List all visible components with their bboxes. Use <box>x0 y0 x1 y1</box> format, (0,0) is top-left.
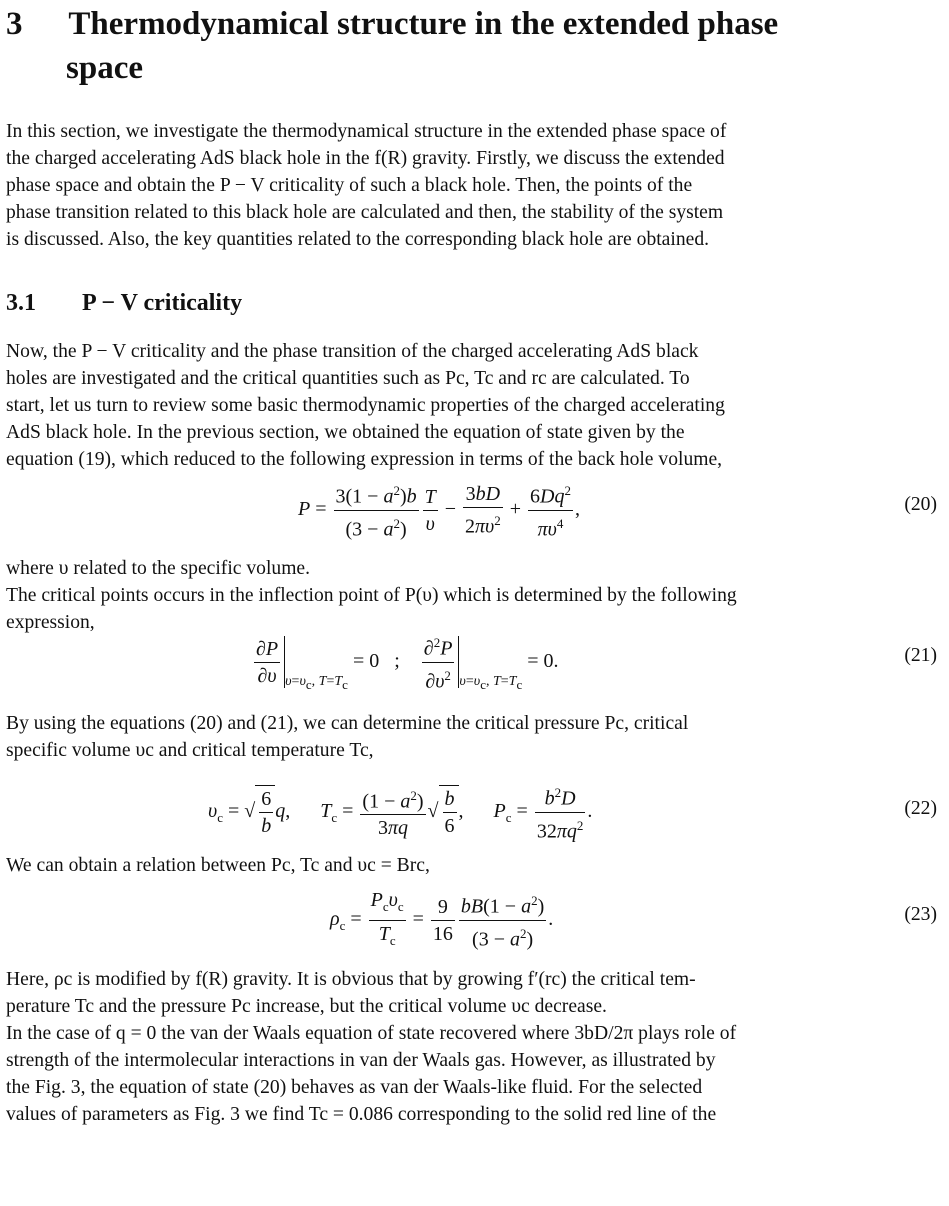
text-line: We can obtain a relation between Pc, Tc and υc = Brc, <box>6 855 430 876</box>
paragraph-4 <box>6 852 944 879</box>
section-title-line1: Thermodynamical structure in the extended phase <box>68 6 779 42</box>
text-line: The critical points occurs in the inflection point of P(υ) which is determined by the following <box>6 585 737 606</box>
text-line: perature Tc and the pressure Pc increase, but the critical volume υc decrease. <box>6 996 607 1017</box>
text-line: values of parameters as Fig. 3 we find Tc = 0.086 corresponding to the solid red line of the <box>6 1104 717 1125</box>
equation-number-20: (20) <box>904 494 937 515</box>
text-line: is discussed. Also, the key quantities related to the corresponding black hole are obtained. <box>6 229 710 250</box>
text-line: phase space and obtain the P − V criticality of such a black hole. Then, the points of the <box>6 175 693 196</box>
equation-number-23: (23) <box>904 904 937 925</box>
text-line: equation (19), which reduced to the following expression in terms of the back hole volume, <box>6 449 723 470</box>
intro-paragraph <box>6 118 944 253</box>
paragraph-1 <box>6 338 944 473</box>
text-line: specific volume υc and critical temperature Tc, <box>6 740 374 761</box>
subsection-number: 3.1 <box>6 290 36 316</box>
subsection-title: P − V criticality <box>82 290 243 316</box>
equation-23: $\rho_c$ = $\frac{P_c\upsilon_c}{T_c}$ = $\frac{9}{16}$ $\frac{bB(1 - a^2)}{(3 - a^2)}$ . <box>330 889 554 951</box>
equation-21: $\frac{\partial P}{\partial\upsilon}$ $_{\upsilon=\upsilon_c, T=T_c}$ = 0 ; $\frac{\partial^2P}{\partial\upsilon^2}$ $_{\upsilon=\upsilon_c, T=T_c}$ = 0. <box>252 630 559 698</box>
section-title-line2: space <box>66 50 143 86</box>
paragraph-3 <box>6 710 944 764</box>
subsection-heading <box>6 288 242 318</box>
text-line: By using the equations (20) and (21), we can determine the critical pressure Pc, critical <box>6 713 689 734</box>
text-line: Here, ρc is modified by f(R) gravity. It is obvious that by growing f′(rc) the critical tem- <box>6 969 696 990</box>
text-line: phase transition related to this black hole are calculated and then, the stability of the system <box>6 202 724 223</box>
text-line: start, let us turn to review some basic thermodynamic properties of the charged accelerating <box>6 395 725 416</box>
text-line: AdS black hole. In the previous section, we obtained the equation of state given by the <box>6 422 685 443</box>
paragraph-5 <box>6 966 944 1128</box>
text-line: the Fig. 3, the equation of state (20) behaves as van der Waals-like fluid. For the selected <box>6 1077 703 1098</box>
section-heading <box>6 2 778 46</box>
text-line: In this section, we investigate the thermodynamical structure in the extended phase space of <box>6 121 727 142</box>
text-line: Now, the P − V criticality and the phase transition of the charged accelerating AdS black <box>6 341 699 362</box>
text-line: strength of the intermolecular interactions in van der Waals gas. However, as illustrated by <box>6 1050 716 1071</box>
equation-number-21: (21) <box>904 645 937 666</box>
section-number: 3 <box>6 6 23 42</box>
equation-20: P = $\frac{3(1 - a^2)b}{(3 - a^2)}$ $\frac{T}{\upsilon}$ − $\frac{3bD}{2\pi\upsilon^2}$ + $\frac{6Dq^2}{\pi\upsilon^4}$ , <box>298 478 580 542</box>
text-line: holes are investigated and the critical quantities such as Pc, Tc and rc are calculated. To <box>6 368 690 389</box>
text-line: the charged accelerating AdS black hole in the f(R) gravity. Firstly, we discuss the extended <box>6 148 725 169</box>
text-line: In the case of q = 0 the van der Waals equation of state recovered where 3bD/2π plays role of <box>6 1023 737 1044</box>
equation-22: $\upsilon_c$ = √ $\frac{6}{b}$ q, $T_c$ = $\frac{(1 - a^2)}{3\pi q}$ √ $\frac{b}{6}$ , $P_c$ = $\frac{b^2D}{32\pi q^2}$ . <box>208 780 592 844</box>
paragraph-2 <box>6 555 944 636</box>
text-line: where υ related to the specific volume. <box>6 558 311 579</box>
text-line: expression, <box>6 612 95 633</box>
equation-number-22: (22) <box>904 798 937 819</box>
